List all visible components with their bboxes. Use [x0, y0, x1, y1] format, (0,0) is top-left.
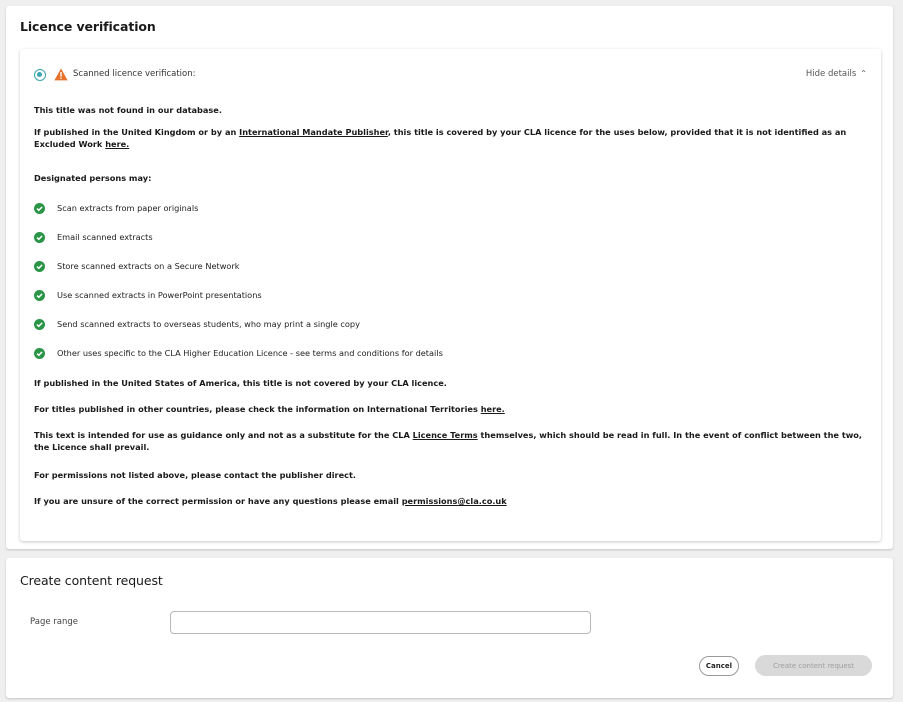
- chevron-up-icon: ⌃: [860, 69, 867, 78]
- permission-item: [34, 231, 153, 243]
- licence-terms-link[interactable]: Licence Terms: [412, 430, 478, 440]
- permission-item: [34, 318, 360, 330]
- warning-triangle-icon: [54, 68, 68, 81]
- permission-item: [34, 202, 198, 214]
- hide-details-label: Hide details: [805, 69, 857, 79]
- email-note-text: [34, 495, 869, 507]
- uk-coverage-middle: , this title is covered by your CLA licence for the uses below, provided that it is not identified as an Excluded Work: [34, 127, 847, 149]
- page-range-input[interactable]: [170, 611, 591, 634]
- guidance-suffix: themselves, which should be read in full. In the event of conflict between the two, the Licence shall prevail.: [34, 430, 863, 452]
- contact-publisher-text: For permissions not listed above, please contact the publisher direct.: [34, 470, 357, 480]
- email-note-prefix: If you are unsure of the correct permission or have any questions please email: [34, 496, 402, 506]
- licence-verification-card: [6, 6, 893, 549]
- permissions-email-link[interactable]: permissions@cla.co.uk: [401, 496, 507, 506]
- permission-label: Other uses specific to the CLA Higher Education Licence - see terms and conditions for details: [57, 348, 443, 358]
- excluded-work-here-link[interactable]: here.: [105, 139, 130, 149]
- other-countries-prefix: For titles published in other countries, please check the information on International Territories: [34, 404, 481, 414]
- cancel-button[interactable]: Cancel: [699, 656, 739, 676]
- scanned-licence-label: Scanned licence verification:: [73, 69, 196, 79]
- check-circle-icon: [34, 261, 45, 272]
- permission-label: Store scanned extracts on a Secure Network: [57, 261, 240, 271]
- guidance-text: [34, 429, 869, 453]
- check-circle-icon: [34, 290, 45, 301]
- licence-verification-title: Licence verification: [20, 19, 156, 34]
- uk-coverage-text: [34, 126, 869, 150]
- usa-note: If published in the United States of America, this title is not covered by your CLA licence.: [34, 378, 447, 388]
- check-circle-icon: [34, 203, 45, 214]
- page-range-label: Page range: [30, 617, 78, 627]
- permission-label: Use scanned extracts in PowerPoint presentations: [57, 290, 262, 300]
- international-mandate-publisher-link[interactable]: International Mandate Publisher: [239, 127, 388, 137]
- uk-coverage-prefix: If published in the United Kingdom or by an: [34, 127, 240, 137]
- hide-details-toggle[interactable]: [806, 69, 867, 79]
- permission-label: Send scanned extracts to overseas students, who may print a single copy: [57, 319, 360, 329]
- guidance-prefix: This text is intended for use as guidance only and not as a substitute for the CLA: [34, 430, 413, 440]
- not-found-text: This title was not found in our database.: [34, 105, 222, 115]
- scanned-licence-panel: [20, 49, 881, 541]
- check-circle-icon: [34, 319, 45, 330]
- check-circle-icon: [34, 348, 45, 359]
- create-content-request-title: Create content request: [20, 573, 163, 588]
- designated-persons-heading: Designated persons may:: [34, 173, 152, 183]
- create-content-request-button[interactable]: Create content request: [755, 655, 872, 676]
- permission-item: [34, 289, 262, 301]
- permission-item: [34, 260, 240, 272]
- create-content-request-card: [6, 558, 893, 698]
- permission-item: [34, 347, 443, 359]
- other-countries-text: [34, 403, 869, 415]
- permission-label: Scan extracts from paper originals: [57, 203, 199, 213]
- international-territories-here-link[interactable]: here.: [480, 404, 505, 414]
- scanned-licence-radio[interactable]: [34, 69, 46, 81]
- check-circle-icon: [34, 232, 45, 243]
- permission-label: Email scanned extracts: [57, 232, 153, 242]
- panel-header: [20, 49, 881, 83]
